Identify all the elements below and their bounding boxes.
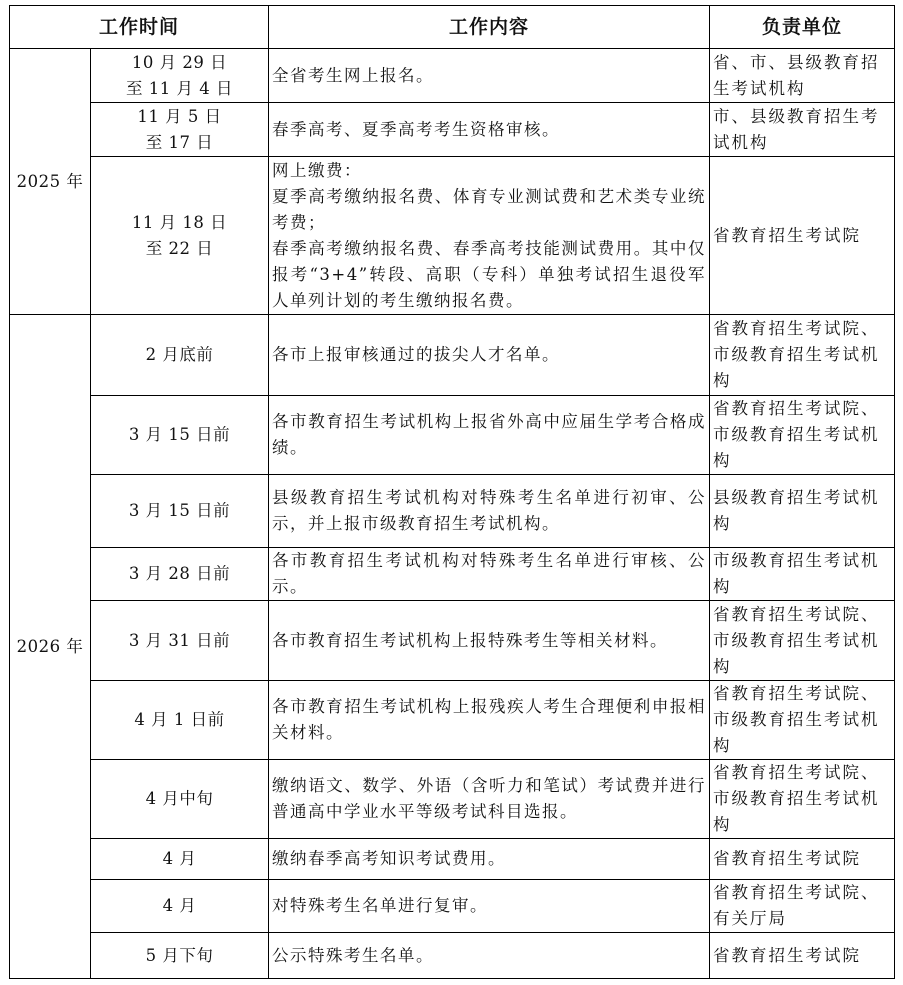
table-row [10, 839, 895, 880]
date-cell: 4 月 [91, 839, 269, 880]
date-cell: 10 月 29 日 至 11 月 4 日 [91, 49, 269, 103]
content-cell: 网上缴费： 夏季高考缴纳报名费、体育专业测试费和艺术类专业统考费； 春季高考缴纳报名费、春季高考技能测试费用。其中仅报考“3+4”转段、高职（专科）单独考试招生退役军人单列计划的考生缴纳报名费。 [269, 157, 710, 315]
table-row [10, 49, 895, 103]
date-cell: 2 月底前 [91, 315, 269, 396]
table-row [10, 601, 895, 681]
unit-cell: 省教育招生考试院 [710, 839, 895, 880]
header-work-content: 工作内容 [269, 6, 710, 49]
unit-cell: 市级教育招生考试机构 [710, 548, 895, 601]
header-work-time: 工作时间 [10, 6, 269, 49]
unit-cell: 省教育招生考试院、市级教育招生考试机构 [710, 396, 895, 475]
date-cell: 3 月 31 日前 [91, 601, 269, 681]
table-row [10, 475, 895, 548]
content-cell: 春季高考、夏季高考考生资格审核。 [269, 103, 710, 157]
table-row [10, 760, 895, 839]
header-row [10, 6, 895, 49]
schedule-table [9, 5, 895, 979]
table-row [10, 103, 895, 157]
date-cell: 11 月 18 日 至 22 日 [91, 157, 269, 315]
unit-cell: 市、县级教育招生考试机构 [710, 103, 895, 157]
date-cell: 5 月下旬 [91, 933, 269, 979]
unit-cell: 省教育招生考试院、市级教育招生考试机构 [710, 760, 895, 839]
content-cell: 缴纳春季高考知识考试费用。 [269, 839, 710, 880]
content-cell: 缴纳语文、数学、外语（含听力和笔试）考试费并进行普通高中学业水平等级考试科目选报。 [269, 760, 710, 839]
date-cell: 4 月中旬 [91, 760, 269, 839]
content-cell: 各市教育招生考试机构对特殊考生名单进行审核、公示。 [269, 548, 710, 601]
table-row [10, 315, 895, 396]
content-cell: 对特殊考生名单进行复审。 [269, 880, 710, 933]
table-row [10, 157, 895, 315]
content-cell: 各市教育招生考试机构上报特殊考生等相关材料。 [269, 601, 710, 681]
date-cell: 3 月 15 日前 [91, 396, 269, 475]
table-row [10, 681, 895, 760]
year-cell: 2025 年 [10, 49, 91, 315]
content-cell: 县级教育招生考试机构对特殊考生名单进行初审、公示，并上报市级教育招生考试机构。 [269, 475, 710, 548]
table-row [10, 548, 895, 601]
unit-cell: 省、市、县级教育招生考试机构 [710, 49, 895, 103]
date-cell: 4 月 [91, 880, 269, 933]
unit-cell: 省教育招生考试院、市级教育招生考试机构 [710, 681, 895, 760]
date-cell: 3 月 28 日前 [91, 548, 269, 601]
unit-cell: 省教育招生考试院 [710, 157, 895, 315]
date-cell: 3 月 15 日前 [91, 475, 269, 548]
table-row [10, 396, 895, 475]
unit-cell: 省教育招生考试院、市级教育招生考试机构 [710, 601, 895, 681]
date-cell: 11 月 5 日 至 17 日 [91, 103, 269, 157]
content-cell: 各市教育招生考试机构上报省外高中应届生学考合格成绩。 [269, 396, 710, 475]
table-row [10, 880, 895, 933]
content-cell: 全省考生网上报名。 [269, 49, 710, 103]
content-cell: 各市教育招生考试机构上报残疾人考生合理便利申报相关材料。 [269, 681, 710, 760]
unit-cell: 省教育招生考试院 [710, 933, 895, 979]
header-responsible-unit: 负责单位 [710, 6, 895, 49]
unit-cell: 省教育招生考试院、市级教育招生考试机构 [710, 315, 895, 396]
unit-cell: 省教育招生考试院、有关厅局 [710, 880, 895, 933]
date-cell: 4 月 1 日前 [91, 681, 269, 760]
unit-cell: 县级教育招生考试机构 [710, 475, 895, 548]
year-cell: 2026 年 [10, 315, 91, 979]
content-cell: 公示特殊考生名单。 [269, 933, 710, 979]
table-row [10, 933, 895, 979]
content-cell: 各市上报审核通过的拔尖人才名单。 [269, 315, 710, 396]
